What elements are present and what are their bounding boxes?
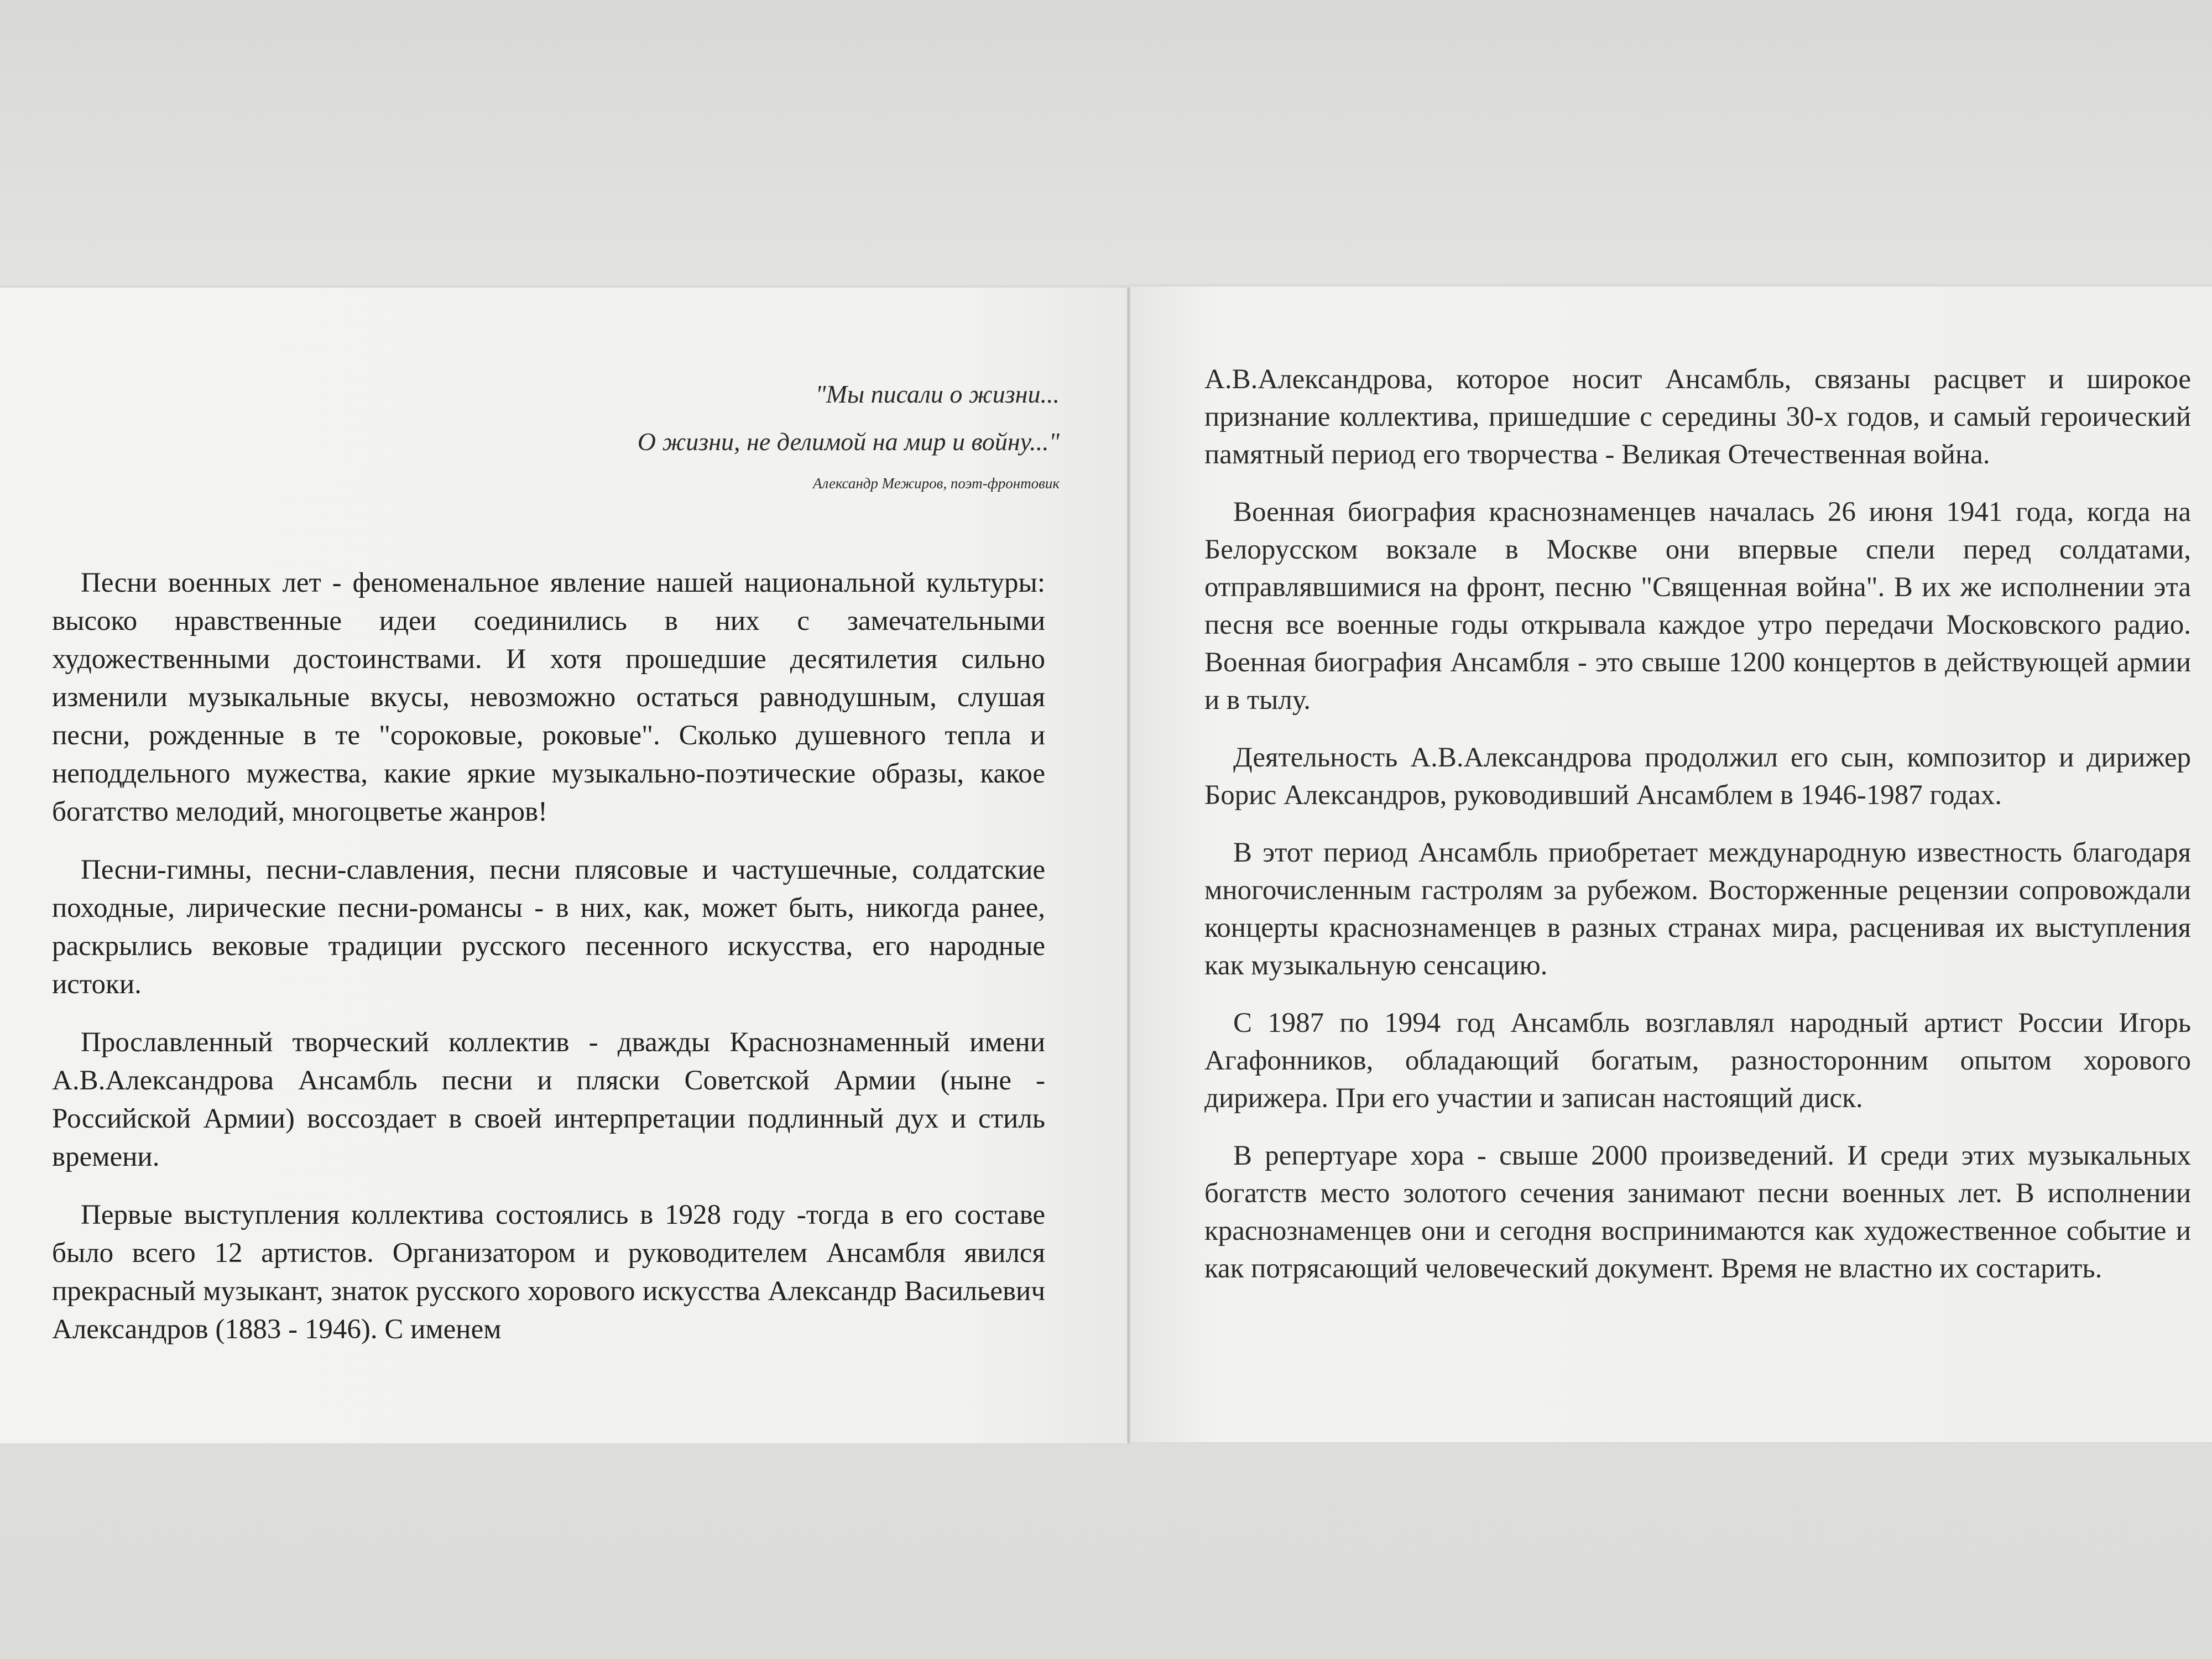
epigraph-line-1: "Мы писали о жизни... — [815, 380, 1060, 408]
epigraph — [638, 371, 1060, 494]
paragraph: Военная биография краснознаменцев началась 26 июня 1941 года, когда на Белорусском вокзале в Москве они впервые спели перед солдатами, отправлявшимися на фронт, песню "Священная война". В их же исполнении эта песня все военные годы открывала каждое утро передачи Московского радио. Военная биография Ансамбля - это свыше 1200 концертов в действующей армии и в тылу. — [1204, 497, 2191, 716]
epigraph-author: Александр Межиров, поэт-фронтовик — [813, 475, 1060, 492]
paragraph: В этот период Ансамбль приобретает международную известность благодаря многочисленным гастролям за рубежом. Восторженные рецензии сопровождали концерты краснознаменцев в разных странах мира, расценивая их выступления как музыкальную сенсацию. — [1204, 837, 2191, 981]
page-fold — [1127, 288, 1130, 1443]
paragraph: В репертуаре хора - свыше 2000 произведений. И среди этих музыкальных богатств место золотого сечения занимают песни военных лет. В исполнении краснознаменцев они и сегодня воспринимаются как художественное событие и как потрясающий человеческий документ. Время не властно их состарить. — [1204, 1140, 2191, 1284]
paragraph: Первые выступления коллектива состоялись в 1928 году -тогда в его составе было всего 12 артистов. Организатором и руководителем Ансамбля явился прекрасный музыкант, знаток русского хорового искусства Александр Васильевич Александров (1883 - 1946). С именем — [52, 1199, 1045, 1345]
paragraph-continued: А.В.Александрова, которое носит Ансамбль, связаны расцвет и широкое признание коллектива, пришедшие с середины 30-х годов, и самый героический памятный период его творчества - Великая Отечественная война. — [1204, 364, 2191, 470]
booklet-spread — [0, 288, 2212, 1443]
paragraph: Песни военных лет - феноменальное явление нашей национальной культуры: высоко нравственные идеи соединились в них с замечательными художественными достоинствами. И хотя прошедшие десятилетия сильно изменили музыкальные вкусы, невозможно остаться равнодушным, слушая песни, рожденные в те "сороковые, роковые". Сколько душевного тепла и неподдельного мужества, какие яркие музыкально-поэтические образы, какое богатство мелодий, многоцветье жанров! — [52, 567, 1045, 827]
epigraph-line-2: О жизни, не делимой на мир и войну..." — [637, 427, 1060, 456]
right-body-text — [1204, 361, 2191, 1307]
left-page — [0, 288, 1129, 1443]
paragraph: Деятельность А.В.Александрова продолжил его сын, композитор и дирижер Борис Александров, руководивший Ансамблем в 1946-1987 годах. — [1204, 742, 2191, 811]
paragraph: Песни-гимны, песни-славления, песни плясовые и частушечные, солдатские походные, лирические песни-романсы - в них, как, может быть, никогда ранее, раскрылись вековые традиции русского песенного искусства, его народные истоки. — [52, 854, 1045, 1000]
left-body-text — [52, 564, 1045, 1369]
paragraph: С 1987 по 1994 год Ансамбль возглавлял народный артист России Игорь Агафонников, обладающий богатым, разносторонним опытом хорового дирижера. При его участии и записан настоящий диск. — [1204, 1008, 2191, 1114]
paragraph: Прославленный творческий коллектив - дважды Краснознаменный имени А.В.Александрова Ансамбль песни и пляски Советской Армии (ныне - Российской Армии) воссоздает в своей интерпретации подлинный дух и стиль времени. — [52, 1027, 1045, 1172]
right-page — [1129, 286, 2212, 1442]
